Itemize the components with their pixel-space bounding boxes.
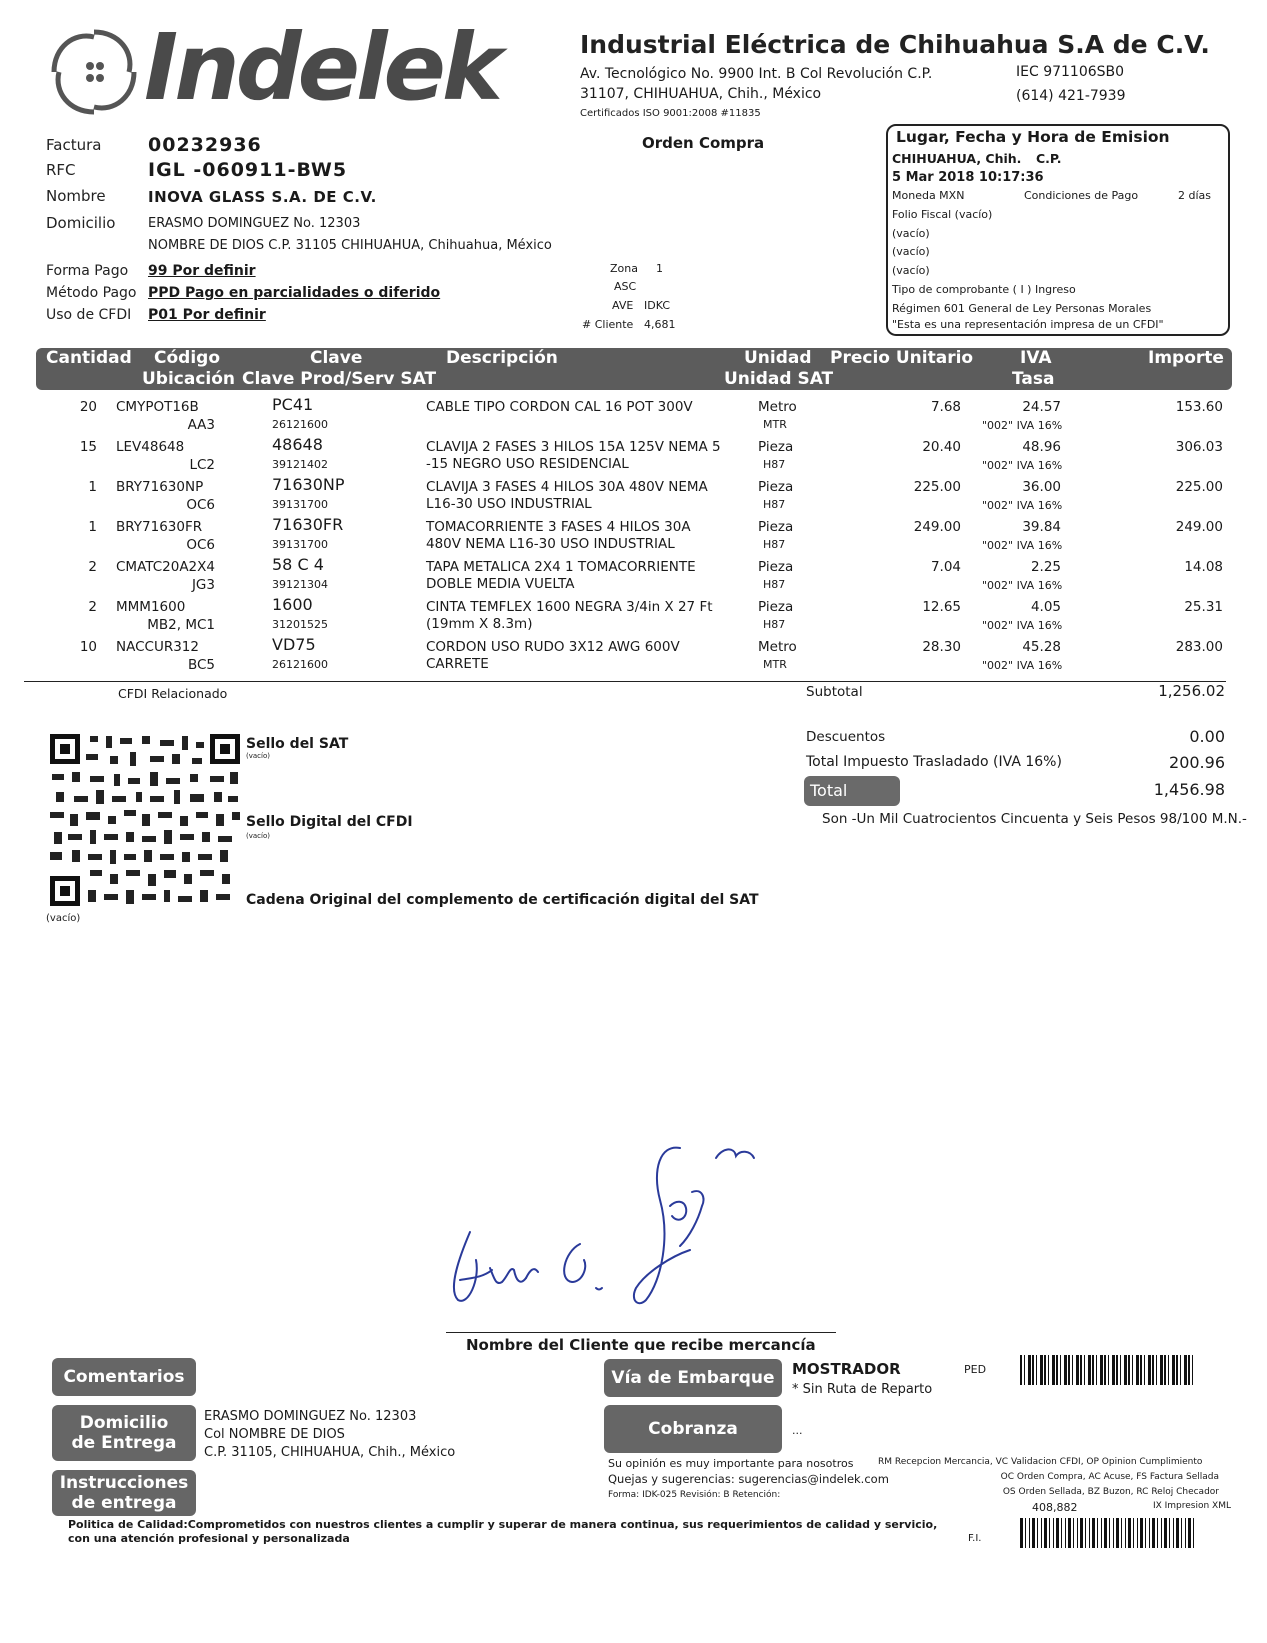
- entrega-line-2: Col NOMBRE DE DIOS: [204, 1427, 345, 1442]
- row-codigo: CMYPOT16B: [116, 399, 199, 415]
- row-desc-1: CABLE TIPO CORDON CAL 16 POT 300V: [426, 399, 693, 415]
- row-tasa: "002" IVA 16%: [982, 659, 1063, 672]
- row-importe: 14.08: [1184, 559, 1223, 575]
- row-ubicacion: LC2: [189, 457, 215, 473]
- fi-label: F.I.: [968, 1533, 982, 1544]
- row-ubicacion: BC5: [187, 657, 215, 673]
- col-codigo: Código: [154, 348, 220, 368]
- row-clave: 58 C 4: [272, 555, 324, 574]
- company-cert: Certificados ISO 9001:2008 #11835: [580, 108, 761, 119]
- col-precio: Precio Unitario: [830, 348, 974, 368]
- row-precio: 28.30: [922, 639, 961, 655]
- total-label: Total: [810, 781, 848, 800]
- row-tasa: "002" IVA 16%: [982, 499, 1063, 512]
- col-importe: Importe: [1148, 348, 1224, 368]
- opinion-text: Su opinión es muy importante para nosotros: [608, 1457, 854, 1470]
- row-unidad: Pieza: [758, 559, 794, 575]
- cfdi-relacionado: CFDI Relacionado: [118, 686, 228, 701]
- total-pill: [804, 776, 900, 806]
- row-unidad-sat: H87: [763, 578, 786, 591]
- forma-text: Forma: IDK-025 Revisión: B Retención:: [608, 1490, 781, 1500]
- barcode-bottom: [1020, 1518, 1194, 1548]
- instrucciones-entrega-label: Instrucciones de entrega: [59, 1473, 189, 1513]
- row-tasa: "002" IVA 16%: [982, 579, 1063, 592]
- via-embarque-button[interactable]: [604, 1359, 782, 1397]
- row-tasa: "002" IVA 16%: [982, 419, 1063, 432]
- mostrador-label: MOSTRADOR: [792, 1360, 901, 1378]
- row-clave-sat: 26121600: [272, 418, 328, 431]
- descuentos-value: 0.00: [1189, 727, 1225, 746]
- table-row: [0, 395, 1267, 438]
- row-precio: 20.40: [922, 439, 961, 455]
- row-precio: 12.65: [922, 599, 961, 615]
- subtotal-label: Subtotal: [806, 684, 863, 700]
- qr-code: [50, 734, 240, 906]
- descuentos-label: Descuentos: [806, 729, 886, 745]
- cadena-original-label: Cadena Original del complemento de certificación digital del SAT: [246, 892, 759, 908]
- emision-folio: Folio Fiscal (vacío): [892, 208, 993, 221]
- uso-cfdi-value: P01 Por definir: [148, 307, 266, 323]
- company-address-2: 31107, CHIHUAHUA, Chih., México: [580, 86, 822, 102]
- row-iva: 45.28: [1022, 639, 1061, 655]
- ave-label: AVE: [612, 299, 634, 312]
- row-precio: 225.00: [913, 479, 961, 495]
- legend-rm: RM Recepcion Mercancia, VC Validacion CFDI, OP Opinion Cumplimiento: [878, 1457, 1203, 1467]
- row-codigo: NACCUR312: [116, 639, 199, 655]
- row-codigo: LEV48648: [116, 439, 185, 455]
- legend-os: OS Orden Sellada, BZ Buzon, RC Reloj Checador: [1002, 1487, 1219, 1497]
- sello-cfdi-value: (vacío): [246, 832, 270, 840]
- via-embarque-label: Vía de Embarque: [611, 1368, 775, 1388]
- row-desc-1: CLAVIJA 3 FASES 4 HILOS 30A 480V NEMA: [426, 479, 708, 495]
- row-desc-1: CINTA TEMFLEX 1600 NEGRA 3/4in X 27 Ft: [426, 599, 713, 615]
- emision-representacion: "Esta es una representación impresa de un CFDI": [892, 318, 1164, 331]
- row-desc-2: L16-30 USO INDUSTRIAL: [426, 496, 592, 512]
- row-qty: 2: [88, 599, 97, 615]
- total-value: 1,456.98: [1153, 780, 1225, 799]
- row-unidad-sat: H87: [763, 618, 786, 631]
- comentarios-button[interactable]: [52, 1358, 196, 1396]
- company-name: Industrial Eléctrica de Chihuahua S.A de C.V.: [580, 30, 1210, 59]
- row-codigo: CMATC20A2X4: [116, 559, 215, 575]
- row-importe: 153.60: [1175, 399, 1223, 415]
- zona-label: Zona: [610, 262, 638, 275]
- row-desc-1: TOMACORRIENTE 3 FASES 4 HILOS 30A: [426, 519, 691, 535]
- row-iva: 36.00: [1022, 479, 1061, 495]
- nombre-value: INOVA GLASS S.A. DE C.V.: [148, 188, 377, 206]
- legend-ix: IX Impresion XML: [1152, 1501, 1231, 1511]
- cobranza-button[interactable]: [604, 1405, 782, 1453]
- domicilio-line-1: ERASMO DOMINGUEZ No. 12303: [148, 216, 361, 231]
- emision-vacio-3: (vacío): [892, 264, 930, 277]
- row-precio: 7.68: [930, 399, 961, 415]
- domicilio-line-2: NOMBRE DE DIOS C.P. 31105 CHIHUAHUA, Chihuahua, México: [148, 238, 552, 253]
- indelek-swirl-icon: [44, 22, 144, 122]
- row-unidad-sat: H87: [763, 538, 786, 551]
- row-desc-2: (19mm X 8.3m): [426, 616, 533, 632]
- col-clave-prod: Clave Prod/Serv SAT: [242, 369, 437, 389]
- row-desc-2: 480V NEMA L16-30 USO INDUSTRIAL: [426, 536, 675, 552]
- items-table-header: [36, 348, 1232, 390]
- total-letra: Son -Un Mil Cuatrocientos Cincuenta y Seis Pesos 98/100 M.N.-: [822, 811, 1247, 827]
- sin-ruta-label: * Sin Ruta de Reparto: [792, 1382, 933, 1397]
- row-tasa: "002" IVA 16%: [982, 539, 1063, 552]
- doc-title: Orden Compra: [642, 134, 765, 152]
- cliente-value: 4,681: [644, 318, 676, 331]
- table-divider: [24, 681, 1226, 682]
- domicilio-entrega-button[interactable]: [52, 1405, 196, 1461]
- emision-moneda: Moneda MXN: [892, 189, 965, 202]
- ave-value: IDKC: [644, 299, 671, 312]
- row-desc-2: DOBLE MEDIA VUELTA: [426, 576, 575, 592]
- row-qty: 1: [88, 479, 97, 495]
- row-clave: 1600: [272, 595, 313, 614]
- logo-wordmark: Indelek: [144, 14, 500, 121]
- company-iec: IEC 971106SB0: [1016, 64, 1125, 80]
- col-unidad: Unidad: [744, 348, 812, 368]
- row-clave-sat: 39121304: [272, 578, 328, 591]
- instrucciones-entrega-button[interactable]: [52, 1470, 196, 1516]
- row-clave: VD75: [272, 635, 316, 654]
- factura-label: Factura: [46, 136, 102, 154]
- signature-line: [446, 1332, 836, 1333]
- signature-caption: Nombre del Cliente que recibe mercancía: [466, 1336, 816, 1354]
- emision-regimen: Régimen 601 General de Ley Personas Morales: [892, 302, 1152, 315]
- row-clave-sat: 39131700: [272, 498, 328, 511]
- row-unidad: Pieza: [758, 599, 794, 615]
- row-importe: 306.03: [1175, 439, 1223, 455]
- row-clave: 71630NP: [272, 475, 345, 494]
- qr-code-graphic: [50, 734, 240, 906]
- domicilio-entrega-label: Domicilio de Entrega: [71, 1413, 177, 1453]
- row-unidad-sat: H87: [763, 498, 786, 511]
- col-iva: IVA: [1020, 348, 1052, 368]
- impuesto-value: 200.96: [1169, 753, 1225, 772]
- row-qty: 1: [88, 519, 97, 535]
- row-iva: 2.25: [1030, 559, 1061, 575]
- row-qty: 15: [79, 439, 97, 455]
- emision-condiciones: Condiciones de Pago: [1024, 189, 1139, 202]
- company-logo: [44, 14, 504, 122]
- row-clave: PC41: [272, 395, 314, 414]
- entrega-line-3: C.P. 31105, CHIHUAHUA, Chih., México: [204, 1445, 456, 1460]
- col-cantidad: Cantidad: [46, 348, 132, 368]
- barcode-top: [1020, 1355, 1194, 1385]
- rfc-label: RFC: [46, 161, 76, 179]
- subtotal-value: 1,256.02: [1158, 682, 1225, 700]
- comentarios-label: Comentarios: [63, 1367, 185, 1387]
- row-tasa: "002" IVA 16%: [982, 619, 1063, 632]
- forma-pago-value: 99 Por definir: [148, 263, 256, 279]
- zona-value: 1: [656, 262, 663, 275]
- row-iva: 4.05: [1030, 599, 1061, 615]
- rfc-value: IGL -060911-BW5: [148, 159, 348, 181]
- emision-vacio-2: (vacío): [892, 245, 930, 258]
- row-clave-sat: 26121600: [272, 658, 328, 671]
- company-phone: (614) 421-7939: [1016, 88, 1126, 104]
- col-clave: Clave: [310, 348, 363, 368]
- row-precio: 249.00: [913, 519, 961, 535]
- forma-pago-label: Forma Pago: [46, 263, 129, 279]
- col-unidad-sat: Unidad SAT: [724, 369, 834, 389]
- metodo-pago-label: Método Pago: [46, 285, 137, 301]
- row-clave-sat: 31201525: [272, 618, 328, 631]
- impuesto-label: Total Impuesto Trasladado (IVA 16%): [806, 754, 1062, 770]
- row-desc-2: CARRETE: [426, 656, 489, 672]
- row-unidad-sat: H87: [763, 458, 786, 471]
- legend-oc: OC Orden Compra, AC Acuse, FS Factura Sellada: [1000, 1472, 1219, 1482]
- row-ubicacion: OC6: [186, 497, 215, 513]
- row-importe: 25.31: [1184, 599, 1223, 615]
- emision-vacio-1: (vacío): [892, 227, 930, 240]
- table-row: [0, 595, 1267, 638]
- client-signature: [440, 1140, 780, 1320]
- table-row: [0, 475, 1267, 518]
- emision-dias: 2 días: [1178, 189, 1212, 202]
- col-descripcion: Descripción: [446, 348, 558, 368]
- emision-datetime: 5 Mar 2018 10:17:36: [892, 170, 1044, 185]
- emision-title: Lugar, Fecha y Hora de Emision: [896, 128, 1170, 146]
- row-iva: 48.96: [1022, 439, 1061, 455]
- emision-tipo: Tipo de comprobante ( I ) Ingreso: [892, 283, 1076, 296]
- row-importe: 283.00: [1175, 639, 1223, 655]
- politica-line-1: Politica de Calidad:Comprometidos con nuestros clientes a cumplir y superar de manera continua, sus requerimientos de calidad y servicio,: [68, 1518, 938, 1531]
- domicilio-label: Domicilio: [46, 214, 116, 232]
- row-unidad: Pieza: [758, 519, 794, 535]
- row-tasa: "002" IVA 16%: [982, 459, 1063, 472]
- sello-cfdi-label: Sello Digital del CFDI: [246, 814, 413, 830]
- col-tasa: Tasa: [1012, 369, 1055, 389]
- row-desc-1: CORDON USO RUDO 3X12 AWG 600V: [426, 639, 680, 655]
- politica-line-2: con una atención profesional y personalizada: [68, 1532, 350, 1545]
- row-qty: 10: [79, 639, 97, 655]
- asc-label: ASC: [614, 280, 637, 293]
- row-desc-2: -15 NEGRO USO RESIDENCIAL: [426, 456, 629, 472]
- col-ubicacion: Ubicación: [142, 369, 236, 389]
- emision-place: CHIHUAHUA, Chih.: [892, 151, 1022, 166]
- table-row: [0, 435, 1267, 478]
- table-row: [0, 635, 1267, 678]
- row-importe: 249.00: [1175, 519, 1223, 535]
- row-clave: 48648: [272, 435, 323, 454]
- table-row: [0, 555, 1267, 598]
- emision-cp: C.P.: [1036, 151, 1062, 166]
- row-ubicacion: MB2, MC1: [147, 617, 215, 633]
- sello-sat-label: Sello del SAT: [246, 736, 349, 752]
- row-desc-1: CLAVIJA 2 FASES 3 HILOS 15A 125V NEMA 5: [426, 439, 721, 455]
- row-unidad-sat: MTR: [763, 658, 787, 671]
- company-address-1: Av. Tecnológico No. 9900 Int. B Col Revolución C.P.: [580, 66, 933, 82]
- row-codigo: MMM1600: [116, 599, 186, 615]
- factura-number: 00232936: [148, 134, 262, 156]
- folio-number: 408,882: [1032, 1501, 1078, 1514]
- cobranza-label: Cobranza: [648, 1419, 738, 1439]
- cliente-label: # Cliente: [582, 318, 634, 331]
- row-qty: 20: [79, 399, 97, 415]
- row-codigo: BRY71630FR: [116, 519, 203, 535]
- entrega-line-1: ERASMO DOMINGUEZ No. 12303: [204, 1409, 417, 1424]
- ped-label: PED: [964, 1363, 987, 1376]
- row-unidad: Pieza: [758, 439, 794, 455]
- uso-cfdi-label: Uso de CFDI: [46, 307, 132, 323]
- row-unidad: Metro: [758, 399, 797, 415]
- row-ubicacion: AA3: [187, 417, 215, 433]
- signature-scribble: [440, 1140, 780, 1320]
- metodo-pago-value: PPD Pago en parcialidades o diferido: [148, 285, 441, 301]
- row-ubicacion: JG3: [191, 577, 215, 593]
- sello-sat-value: (vacío): [246, 752, 270, 760]
- nombre-label: Nombre: [46, 187, 106, 205]
- row-unidad-sat: MTR: [763, 418, 787, 431]
- row-desc-1: TAPA METALICA 2X4 1 TOMACORRIENTE: [426, 559, 696, 575]
- items-table-body: [0, 395, 1267, 678]
- row-iva: 24.57: [1022, 399, 1061, 415]
- row-iva: 39.84: [1022, 519, 1061, 535]
- cadena-original-value: (vacío): [46, 913, 81, 924]
- row-ubicacion: OC6: [186, 537, 215, 553]
- row-importe: 225.00: [1175, 479, 1223, 495]
- row-clave-sat: 39131700: [272, 538, 328, 551]
- quejas-text: Quejas y sugerencias: sugerencias@indelek.com: [608, 1472, 889, 1486]
- cobranza-dots: ...: [792, 1424, 803, 1437]
- row-unidad: Metro: [758, 639, 797, 655]
- row-clave: 71630FR: [272, 515, 344, 534]
- row-qty: 2: [88, 559, 97, 575]
- row-unidad: Pieza: [758, 479, 794, 495]
- table-row: [0, 515, 1267, 558]
- row-codigo: BRY71630NP: [116, 479, 204, 495]
- row-precio: 7.04: [930, 559, 961, 575]
- row-clave-sat: 39121402: [272, 458, 328, 471]
